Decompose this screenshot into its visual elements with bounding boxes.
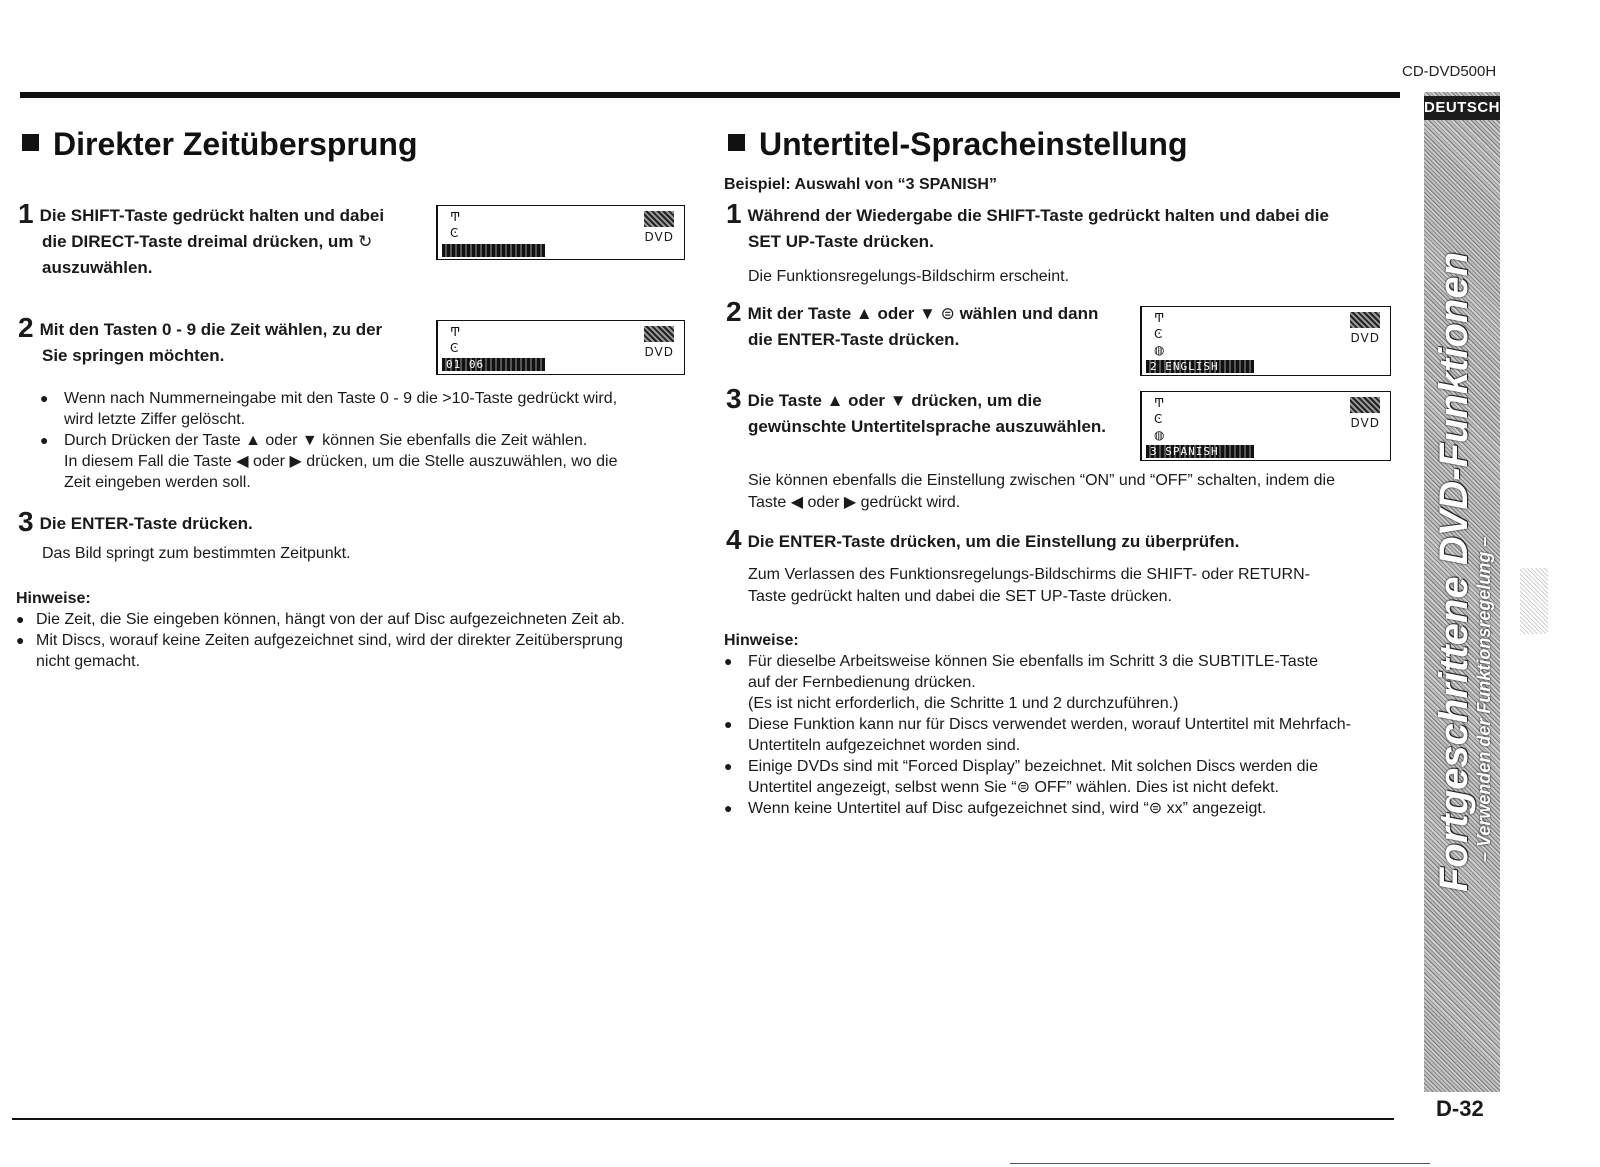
list-item: ● Wenn nach Nummerneingabe mit den Taste 0 - 9 die >10-Taste gedrückt wird, wird letzte Ziffer gelöscht. — [40, 388, 700, 430]
right-step-4: 4 Die ENTER-Taste drücken, um die Einstellung zu überprüfen. — [726, 524, 1240, 555]
sidebar-title: Fortgeschrittene DVD-Funktionen — [1432, 251, 1476, 892]
left-step-1: 1 Die SHIFT-Taste gedrückt halten und dabei die DIRECT-Taste dreimal drücken, um ↻ auszuwählen. — [18, 198, 385, 277]
right-step-3: 3 Die Taste ▲ oder ▼ drücken, um die gewünschte Untertitelsprache auszuwählen. — [726, 383, 1107, 436]
audio-icon: ◍ — [1154, 428, 1165, 442]
left-notes — [16, 609, 706, 672]
play-icon — [644, 326, 674, 342]
osd-time-bar — [442, 244, 545, 257]
osd-subtitle-language: 2 ENGLISH — [1146, 360, 1254, 373]
list-item: ● Diese Funktion kann nur für Discs verwendet werden, worauf Untertitel mit Mehrfach- Untertiteln aufgezeichnet worden sind. — [724, 714, 1396, 756]
osd-screen-4: Ͳ Ͼ ◍ DVD 3 SPANISH — [1140, 391, 1391, 461]
osd-time-entry: 01 06 — [442, 358, 545, 371]
right-step-2: 2 Mit der Taste ▲ oder ▼ ⊜ wählen und dann die ENTER-Taste drücken. — [726, 296, 1099, 349]
left-step-2: 2 Mit den Tasten 0 - 9 die Zeit wählen, zu der Sie springen möchten. — [18, 312, 383, 365]
time-skip-icon: ↻ — [358, 232, 373, 252]
subtitle-icon: ⊜ — [1148, 800, 1167, 817]
play-icon — [644, 211, 674, 227]
title-icon: Ͳ — [450, 210, 461, 224]
list-item: ● Für dieselbe Arbeitsweise können Sie ebenfalls im Schritt 3 die SUBTITLE-Taste auf der Fernbedienung drücken. (Es ist nicht erforderlich, die Schritte 1 und 2 durchzuführen.) — [724, 651, 1396, 714]
osd-screen-3: Ͳ Ͼ ◍ DVD 2 ENGLISH — [1140, 306, 1391, 376]
chapter-icon: Ͼ — [450, 226, 459, 240]
footer-rule — [1010, 1163, 1430, 1164]
left-bullets — [40, 388, 700, 493]
page-number: D-32 — [1436, 1096, 1484, 1121]
audio-icon: ◍ — [1154, 343, 1165, 357]
left-step-3-desc: Das Bild springt zum bestimmten Zeitpunkt. — [42, 545, 351, 562]
list-item: ● Wenn keine Untertitel auf Disc aufgezeichnet sind, wird “⊜ xx” angezeigt. — [724, 798, 1396, 819]
right-onoff-desc: Sie können ebenfalls die Einstellung zwischen “ON” und “OFF” schalten, indem die Taste ◀ oder ▶ gedrückt wird. — [748, 472, 1335, 511]
chapter-icon: Ͼ — [1154, 412, 1163, 426]
edge-marker — [1520, 568, 1548, 634]
list-item: ● Einige DVDs sind mit “Forced Display” bezeichnet. Mit solchen Discs werden die Untertitel angezeigt, selbst wenn Sie “⊜ OFF” wählen. Dies ist nicht defekt. — [724, 756, 1396, 798]
play-icon — [1350, 397, 1380, 413]
right-step-1: 1 Während der Wiedergabe die SHIFT-Taste gedrückt halten und dabei die SET UP-Taste drücken. — [726, 198, 1329, 251]
model-number: CD-DVD500H — [1402, 63, 1497, 80]
left-step-3: 3 Die ENTER-Taste drücken. — [18, 506, 253, 537]
bottom-rule — [12, 1118, 1394, 1120]
osd-screen-1: Ͳ Ͼ DVD — [436, 205, 685, 260]
list-item: ● Durch Drücken der Taste ▲ oder ▼ können Sie ebenfalls die Zeit wählen. In diesem Fall die Taste ◀ oder ▶ drücken, um die Stelle auszuwählen, wo die Zeit eingeben werden soll. — [40, 430, 700, 493]
subtitle-icon: ⊜ — [940, 304, 955, 323]
right-notes-title: Hinweise: — [724, 632, 799, 649]
osd-subtitle-language: 3 SPANISH — [1146, 445, 1254, 458]
sidebar-subtitle: – Verwenden der Funktionsregelung – — [1474, 536, 1494, 862]
left-notes-title: Hinweise: — [16, 590, 91, 607]
chapter-icon: Ͼ — [450, 341, 459, 355]
example-line: Beispiel: Auswahl von “3 SPANISH” — [724, 176, 997, 193]
chapter-icon: Ͼ — [1154, 327, 1163, 341]
top-rule — [20, 92, 1400, 98]
section-title-time-skip: Direkter Zeitübersprung — [22, 126, 418, 163]
subtitle-icon: ⊜ — [1016, 779, 1035, 796]
title-icon: Ͳ — [1154, 311, 1165, 325]
right-step-4-desc: Zum Verlassen des Funktionsregelungs-Bildschirms die SHIFT- oder RETURN- Taste gedrückt halten und dabei die SET UP-Taste drücken. — [748, 566, 1310, 605]
section-title-subtitle: Untertitel-Spracheinstellung — [728, 126, 1188, 163]
right-step-1-desc: Die Funktionsregelungs-Bildschirm erscheint. — [748, 268, 1070, 285]
right-notes — [724, 651, 1396, 819]
title-icon: Ͳ — [1154, 396, 1165, 410]
language-tab: DEUTSCH — [1424, 96, 1500, 120]
title-icon: Ͳ — [450, 325, 461, 339]
list-item: ● Mit Discs, worauf keine Zeiten aufgezeichnet sind, wird der direkter Zeitübersprung nicht gemacht. — [16, 630, 706, 672]
square-bullet-icon — [22, 134, 39, 151]
list-item: ● Die Zeit, die Sie eingeben können, hängt von der auf Disc aufgezeichneten Zeit ab. — [16, 609, 706, 630]
square-bullet-icon — [728, 134, 745, 151]
play-icon — [1350, 312, 1380, 328]
osd-screen-2: Ͳ Ͼ DVD 01 06 — [436, 320, 685, 375]
chapter-sidebar — [1424, 92, 1500, 1092]
